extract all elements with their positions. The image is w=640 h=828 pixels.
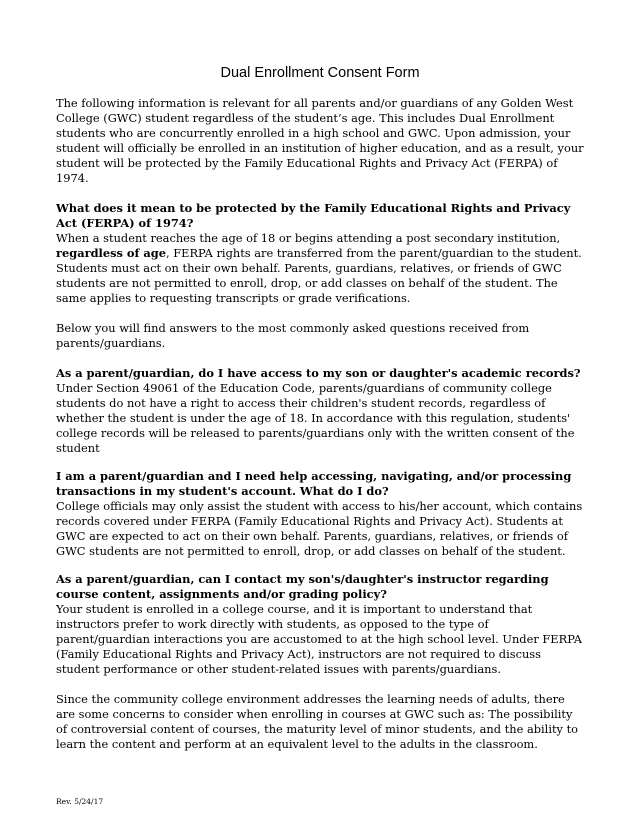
spacer (56, 306, 584, 321)
answer-instructor: Your student is enrolled in a college course, and it is important to understand that instructors prefer to work directly with students, as opposed to the type of parent/guardian interactions you are accustomed to at the high school level. Under FERPA (Family Educational Rights and Privacy Act), instructors are not required to discuss student performance or other student-related issues with parents/guardians. (56, 602, 583, 676)
closing-paragraph: Since the community college environment addresses the learning needs of adults, there are some concerns to consider when enrolling in courses at GWC such as: The possibility of controversial content of courses, the maturity level of minor students, and the ability to learn the content and perform at an equivalent level to the adults in the classroom. (56, 692, 579, 751)
below-paragraph: Below you will find answers to the most commonly asked questions received from parents/guardians. (56, 321, 530, 350)
question-instructor: As a parent/guardian, can I contact my son's/daughter's instructor regarding course content, assignments and/or grading policy? (56, 572, 549, 601)
question-ferpa: What does it mean to be protected by the Family Educational Rights and Privacy Act (FERPA) of 1974? (56, 201, 571, 230)
answer-ferpa-post: , FERPA rights are transferred from the parent/guardian to the student. Students must act on their own behalf. Parents, guardians, relatives, or friends of GWC students are not permitted to enroll, drop, or add classes on behalf of the student. The same applies to requesting transcripts or grade verifications. (56, 246, 582, 305)
answer-ferpa-pre: When a student reaches the age of 18 or begins attending a post secondary institution, (56, 231, 561, 245)
question-records: As a parent/guardian, do I have access to my son or daughter's academic records? (56, 366, 581, 380)
question-account: I am a parent/guardian and I need help accessing, navigating, and/or processing transactions in my student's account. What do I do? (56, 469, 572, 498)
spacer (56, 677, 584, 692)
intro-paragraph: The following information is relevant for all parents and/or guardians of any Golden West College (GWC) student regardless of the student’s age. This includes Dual Enrollment students who are concurrently enrolled in a high school and GWC. Upon admission, your student will officially be enrolled in an institution of higher education, and as a result, your student will be protected by the Family Educational Rights and Privacy Act (FERPA) of 1974. (56, 96, 584, 185)
answer-ferpa (56, 231, 584, 306)
page-title: Dual Enrollment Consent Form (220, 65, 420, 81)
answer-records: Under Section 49061 of the Education Code, parents/guardians of community college students do not have a right to access their children's student records, regardless of whether the student is under the age of 18. In accordance with this regulation, students' college records will be released to parents/guardians only with the written consent of the student (56, 381, 575, 455)
answer-account: College officials may only assist the student with access to his/her account, which contains records covered under FERPA (Family Educational Rights and Privacy Act). Students at GWC are expected to act on their own behalf. Parents, guardians, relatives, or friends of GWC students are not permitted to enroll, drop, or add classes on behalf of the student. (56, 499, 583, 558)
revision-footer: Rev. 5/24/17 (56, 797, 104, 806)
answer-ferpa-bold: regardless of age (56, 246, 166, 260)
